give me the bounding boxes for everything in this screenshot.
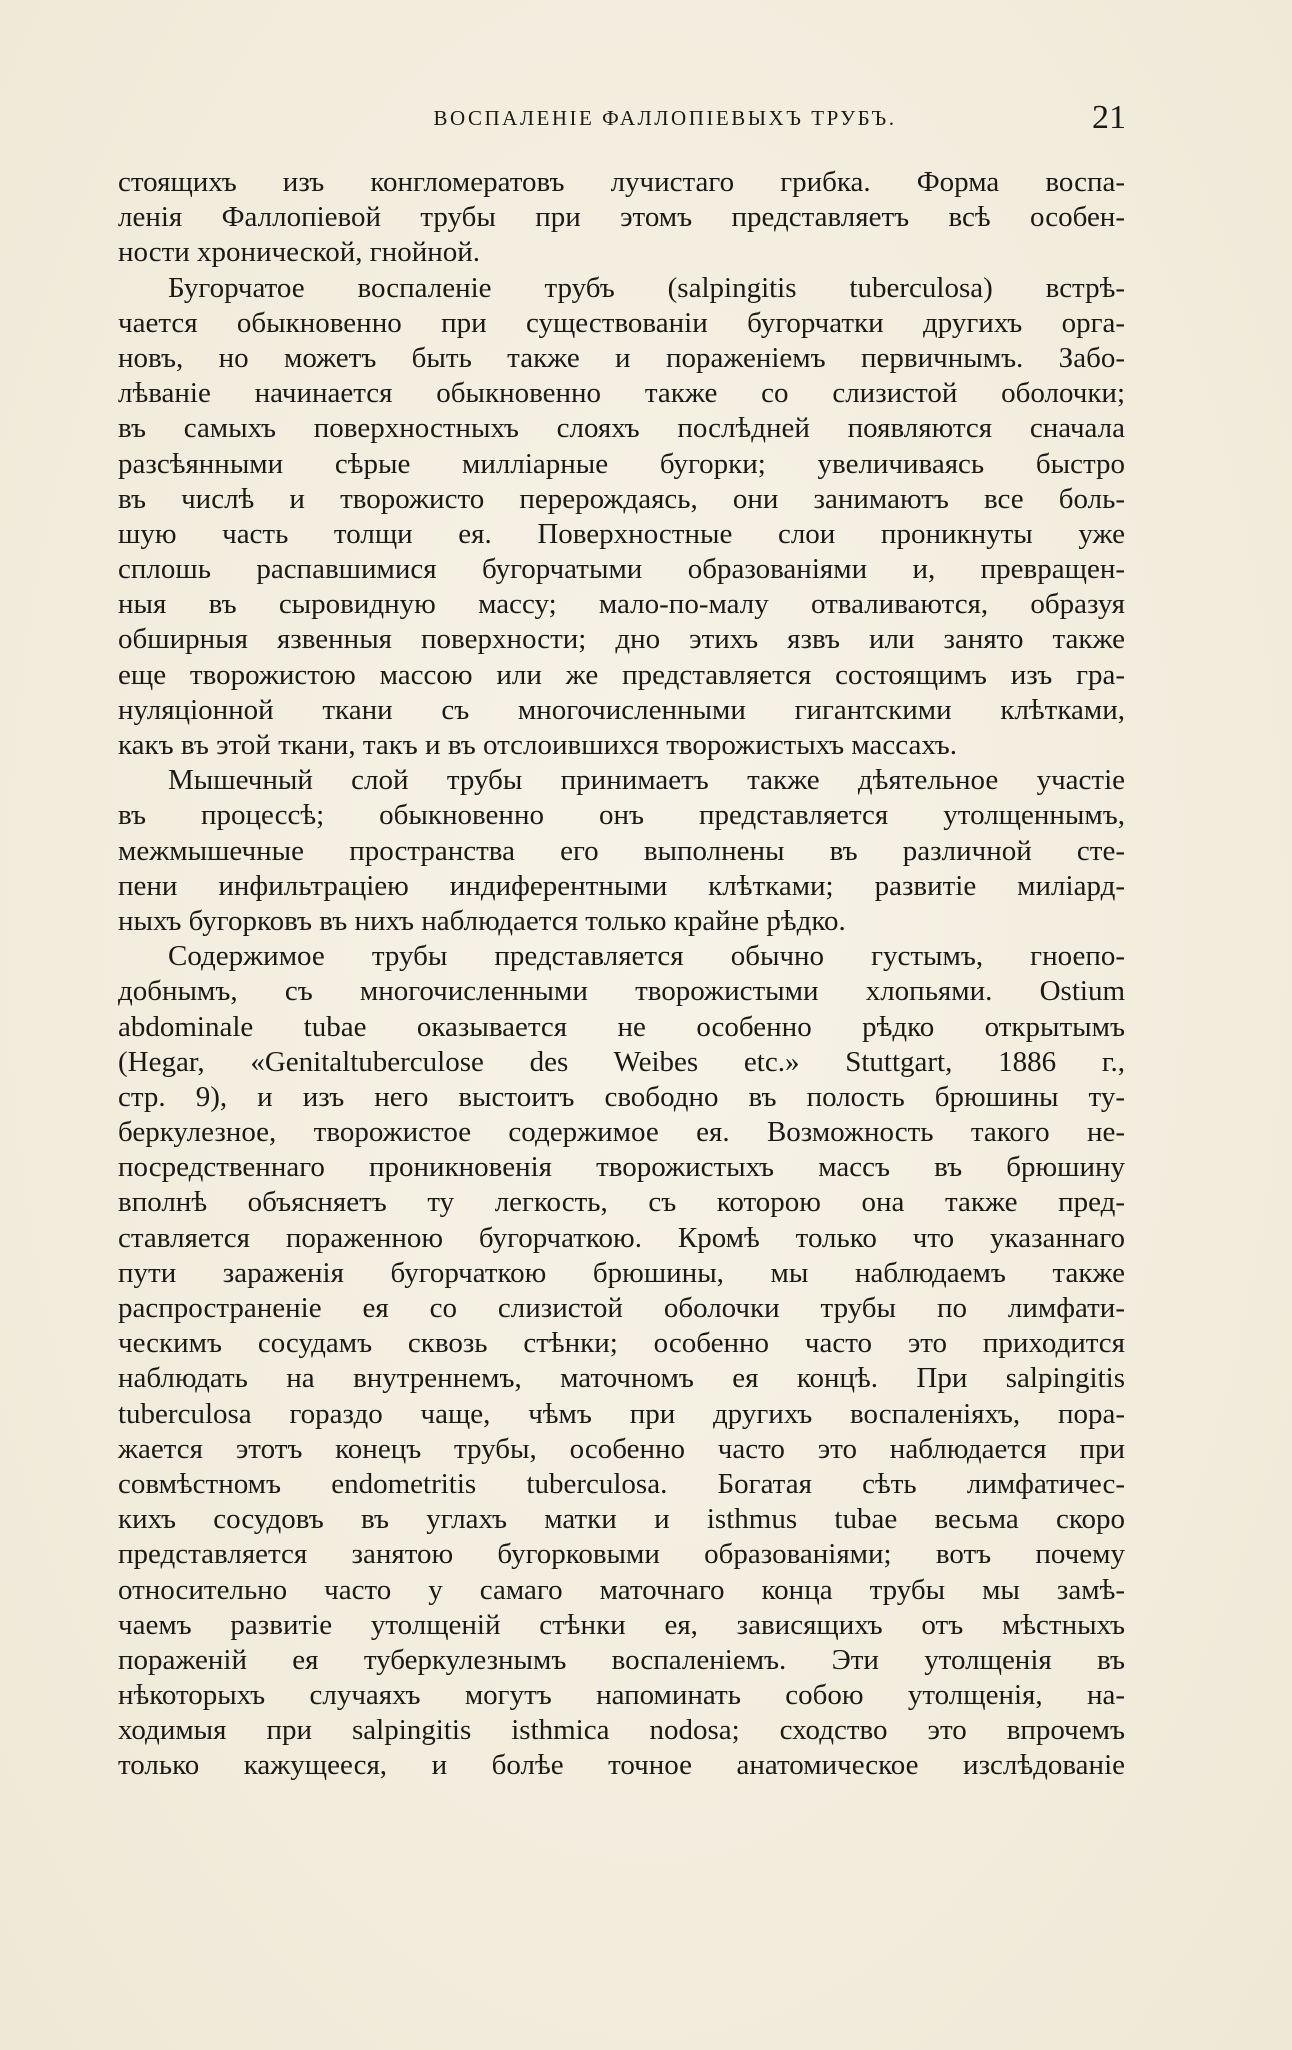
text-line: нуляціонной ткани съ многочисленными гигантскими клѣтками,	[118, 693, 1125, 726]
text-line: пораженій ея туберкулезнымъ воспаленіемъ. Эти утолщенія въ	[118, 1643, 1125, 1676]
text-line: беркулезное, творожистое содержимое ея. Возможность такого не-	[118, 1116, 1125, 1149]
text-line: ческимъ сосудамъ сквозь стѣнки; особенно часто это приходится	[118, 1327, 1125, 1360]
text-line: въ числѣ и творожисто перерождаясь, они занимаютъ все боль-	[118, 482, 1125, 515]
text-line: нѣкоторыхъ случаяхъ могутъ напоминать собою утолщенія, на-	[118, 1679, 1125, 1712]
text-line: abdominale tubae оказывается не особенно рѣдко открытымъ	[118, 1010, 1125, 1043]
page-number: 21	[1092, 99, 1126, 136]
text-line: ходимыя при salpingitis isthmica nodosa; сходство это впрочемъ	[118, 1714, 1125, 1747]
text-line: ности хронической, гнойной.	[118, 236, 481, 269]
text-line: вполнѣ объясняетъ ту легкость, съ которою она также пред-	[118, 1186, 1125, 1219]
text-line: ставляется пораженною бугорчаткою. Кромѣ только что указаннаго	[118, 1221, 1125, 1254]
running-head	[118, 96, 1132, 140]
text-line: лѣваніе начинается обыкновенно также со слизистой оболочки;	[118, 377, 1125, 410]
text-line: въ процессѣ; обыкновенно онъ представляется утолщеннымъ,	[118, 799, 1125, 832]
text-line: межмышечные пространства его выполнены въ различной сте-	[118, 834, 1125, 867]
text-line: пени инфильтраціею индиферентными клѣтками; развитіе миліард-	[118, 869, 1125, 902]
text-line: какъ въ этой ткани, такъ и въ отслоившихся творожистыхъ массахъ.	[118, 729, 958, 761]
text-line: Бугорчатое воспаленіе трубъ (salpingitis tuberculosa) встрѣ-	[168, 271, 1125, 304]
text-line: стоящихъ изъ конгломератовъ лучистаго грибка. Форма воспа-	[118, 166, 1125, 198]
text-line: совмѣстномъ endometritis tuberculosa. Богатая сѣть лимфатичес-	[118, 1467, 1125, 1500]
text-line: добнымъ, съ многочисленными творожистыми хлопьями. Ostium	[118, 975, 1125, 1008]
text-line: новъ, но можетъ быть также и пораженіемъ первичнымъ. Забо-	[118, 341, 1125, 374]
text-line: разсѣянными сѣрые милліарные бугорки; увеличиваясь быстро	[118, 447, 1125, 480]
text-line: пути зараженія бугорчаткою брюшины, мы наблюдаемъ также	[118, 1256, 1125, 1289]
text-line: Мышечный слой трубы принимаетъ также дѣятельное участіе	[168, 764, 1125, 797]
text-line: сплошь распавшимися бугорчатыми образованіями и, превращен-	[118, 553, 1125, 586]
text-line: tuberculosa гораздо чаще, чѣмъ при другихъ воспаленіяхъ, пора-	[118, 1397, 1125, 1430]
text-line: чаемъ развитіе утолщеній стѣнки ея, зависящихъ отъ мѣстныхъ	[118, 1608, 1125, 1641]
text-line: ныхъ бугорковъ въ нихъ наблюдается только крайне рѣдко.	[118, 904, 846, 937]
text-line: обширныя язвенныя поверхности; дно этихъ язвъ или занято также	[118, 623, 1125, 656]
text-line: только кажущееся, и болѣе точное анатомическое изслѣдованіе	[118, 1749, 1125, 1782]
text-line: представляется занятою бугорковыми образованіями; вотъ почему	[118, 1538, 1125, 1571]
text-line: посредственнаго проникновенія творожистыхъ массъ въ брюшину	[118, 1151, 1125, 1184]
running-title: ВОСПАЛЕНIЕ ФАЛЛОПIЕВЫХЪ ТРУБЪ.	[433, 105, 897, 130]
text-line: Содержимое трубы представляется обычно густымъ, гноепо-	[168, 940, 1125, 973]
text-line: чается обыкновенно при существованіи бугорчатки другихъ орга-	[118, 306, 1125, 339]
text-line: жается этотъ конецъ трубы, особенно часто это наблюдается при	[118, 1432, 1125, 1465]
text-line: (Hegar, «Genitaltuberculose des Weibes etc.» Stuttgart, 1886 г.,	[118, 1045, 1125, 1078]
text-line: ныя въ сыровидную массу; мало-по-малу отваливаются, образуя	[118, 588, 1125, 621]
text-line: распространеніе ея со слизистой оболочки трубы по лимфати-	[118, 1292, 1125, 1324]
text-line: ленія Фаллопіевой трубы при этомъ представляетъ всѣ особен-	[118, 201, 1125, 234]
text-line: наблюдать на внутреннемъ, маточномъ ея концѣ. При salpingitis	[118, 1362, 1125, 1395]
text-line: въ самыхъ поверхностныхъ слояхъ послѣдней появляются сначала	[118, 412, 1125, 445]
text-line: шую часть толщи ея. Поверхностные слои проникнуты уже	[118, 517, 1125, 550]
body-text	[118, 165, 1125, 1784]
text-line: еще творожистою массою или же представляется состоящимъ изъ гра-	[118, 658, 1125, 691]
text-line: кихъ сосудовъ въ углахъ матки и isthmus tubae весьма скоро	[118, 1503, 1125, 1536]
text-line: стр. 9), и изъ него выстоитъ свободно въ полость брюшины ту-	[118, 1080, 1125, 1113]
text-line: относительно часто у самаго маточнаго конца трубы мы замѣ-	[118, 1573, 1125, 1606]
